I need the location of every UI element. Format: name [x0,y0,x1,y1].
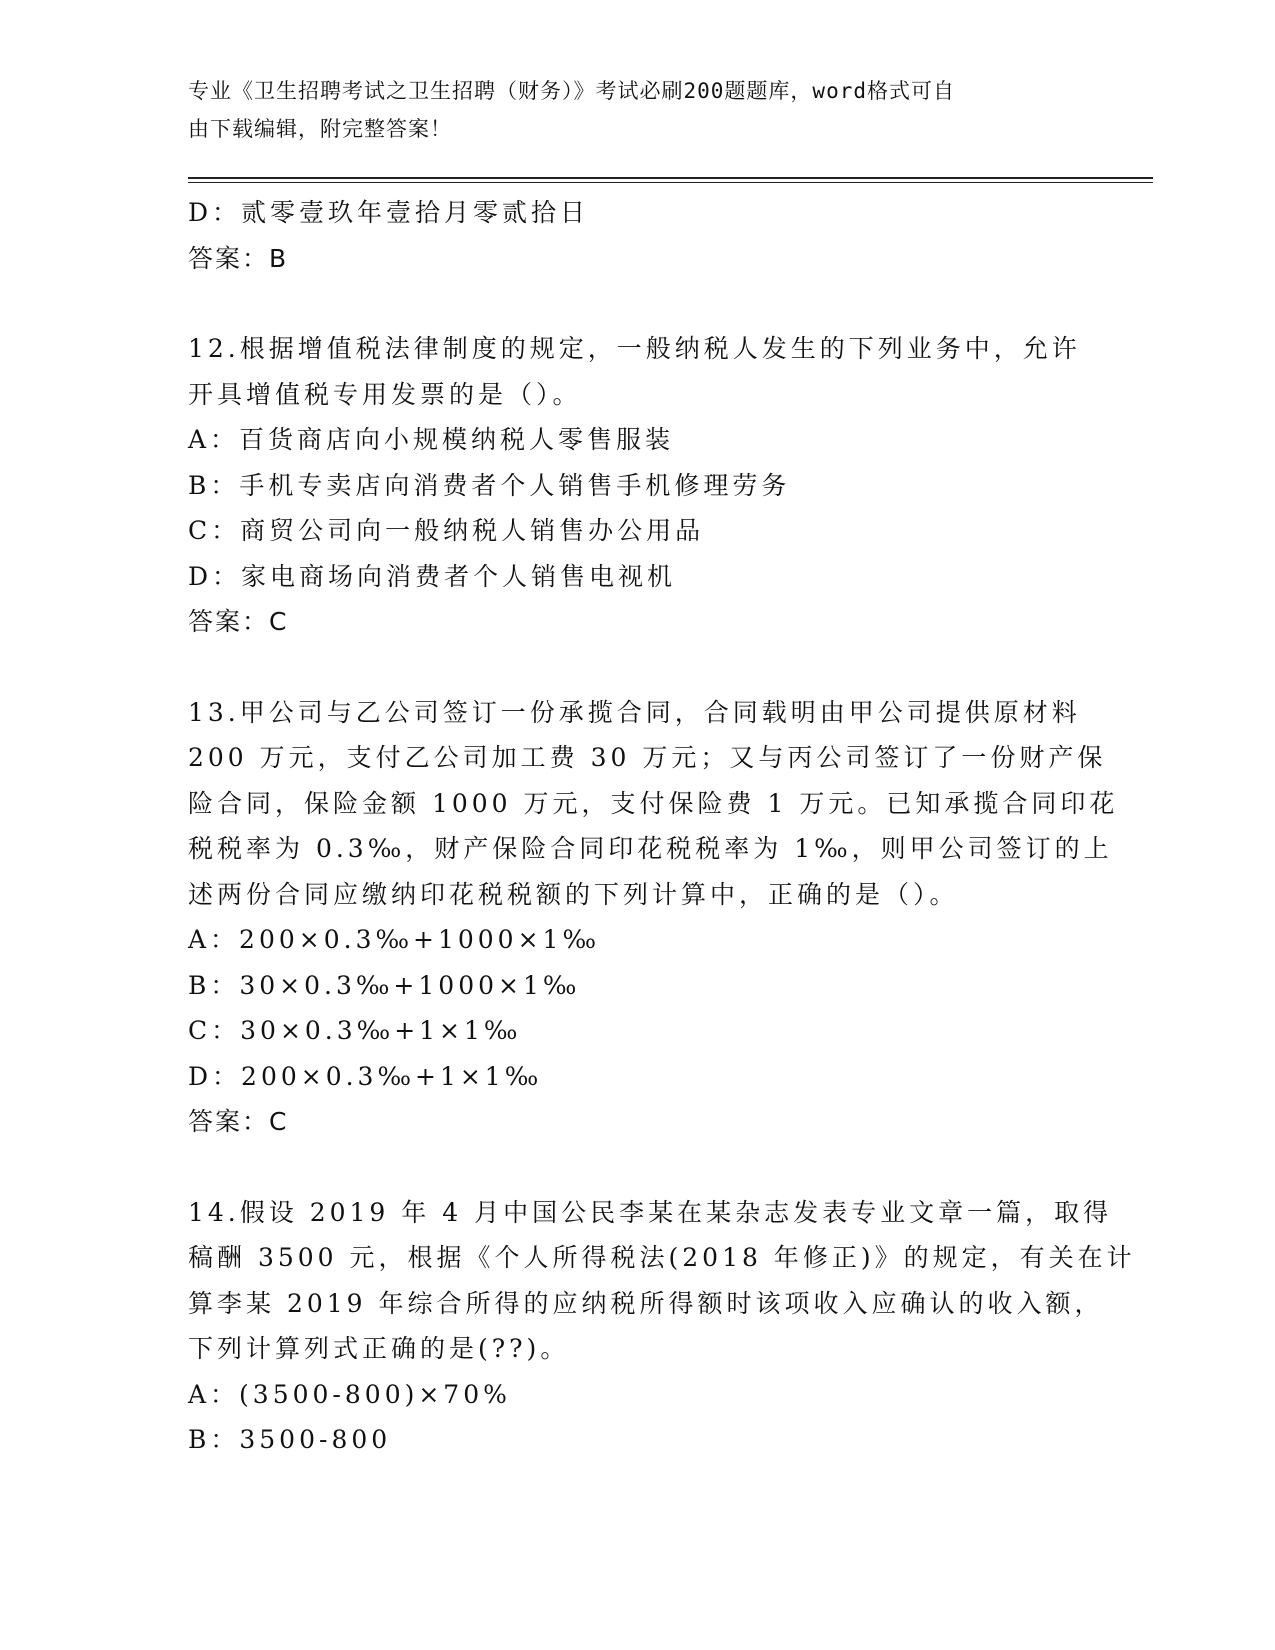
question-14 [188,1190,1136,1463]
question-stem: 下列计算列式正确的是(??)。 [188,1334,570,1363]
question-stem: 险合同，保险金额 1000 万元，支付保险费 1 万元。已知承揽合同印花 [188,788,1119,818]
answer-line: 答案：C [188,1107,289,1136]
option-a: A：200×0.3‰+1000×1‰ [188,925,600,954]
question-stem: 13.甲公司与乙公司签订一份承揽合同，合同载明由甲公司提供原材料 [188,697,1081,727]
question-12 [188,326,1088,645]
option-a: A：(3500-800)×70% [188,1379,511,1409]
header-title-line-2: 由下载编辑，附完整答案！ [188,117,452,141]
spacer [188,645,1088,690]
option-b: B：手机专卖店向消费者个人销售手机修理劳务 [188,470,791,500]
question-stem: 开具增值税专用发票的是（）。 [188,379,582,409]
header-divider [188,177,1153,183]
option-a: A：百货商店向小规模纳税人零售服装 [188,425,675,454]
question-stem: 200 万元，支付乙公司加工费 30 万元；又与丙公司签订了一份财产保 [188,743,1107,772]
option-d: D：200×0.3‰+1×1‰ [188,1061,543,1091]
question-stem: 14.假设 2019 年 4 月中国公民李某在某杂志发表专业文章一篇，取得 [188,1197,1113,1227]
answer-line: 答案：C [188,607,289,636]
question-stem: 算李某 2019 年综合所得的应纳税所得额时该项收入应确认的收入额， [188,1288,1104,1318]
option-b: B：30×0.3‰+1000×1‰ [188,970,581,1000]
spacer [188,1145,1088,1190]
option-d: D：贰零壹玖年壹拾月零贰拾日 [188,198,590,227]
document-body [188,190,1136,1463]
header-title-line-1: 专业《卫生招聘考试之卫生招聘（财务）》考试必刷200题题库，word格式可自 [188,79,955,103]
spacer [188,281,1088,326]
option-b: B：3500-800 [188,1425,392,1454]
option-d: D：家电商场向消费者个人销售电视机 [188,561,677,591]
answer-line: 答案：B [188,243,289,273]
option-c: C：商贸公司向一般纳税人销售办公用品 [188,516,705,545]
page-header [188,72,1068,148]
question-stem: 稿酬 3500 元，根据《个人所得税法(2018 年修正)》的规定，有关在计 [188,1243,1136,1272]
option-c: C：30×0.3‰+1×1‰ [188,1016,522,1045]
question-stem: 12.根据增值税法律制度的规定，一般纳税人发生的下列业务中，允许 [188,334,1081,363]
question-11-tail [188,190,1088,281]
question-13 [188,690,1119,1145]
question-stem: 税税率为 0.3‰，财产保险合同印花税税率为 1‰，则甲公司签订的上 [188,834,1113,863]
question-stem: 述两份合同应缴纳印花税税额的下列计算中，正确的是（）。 [188,879,959,909]
